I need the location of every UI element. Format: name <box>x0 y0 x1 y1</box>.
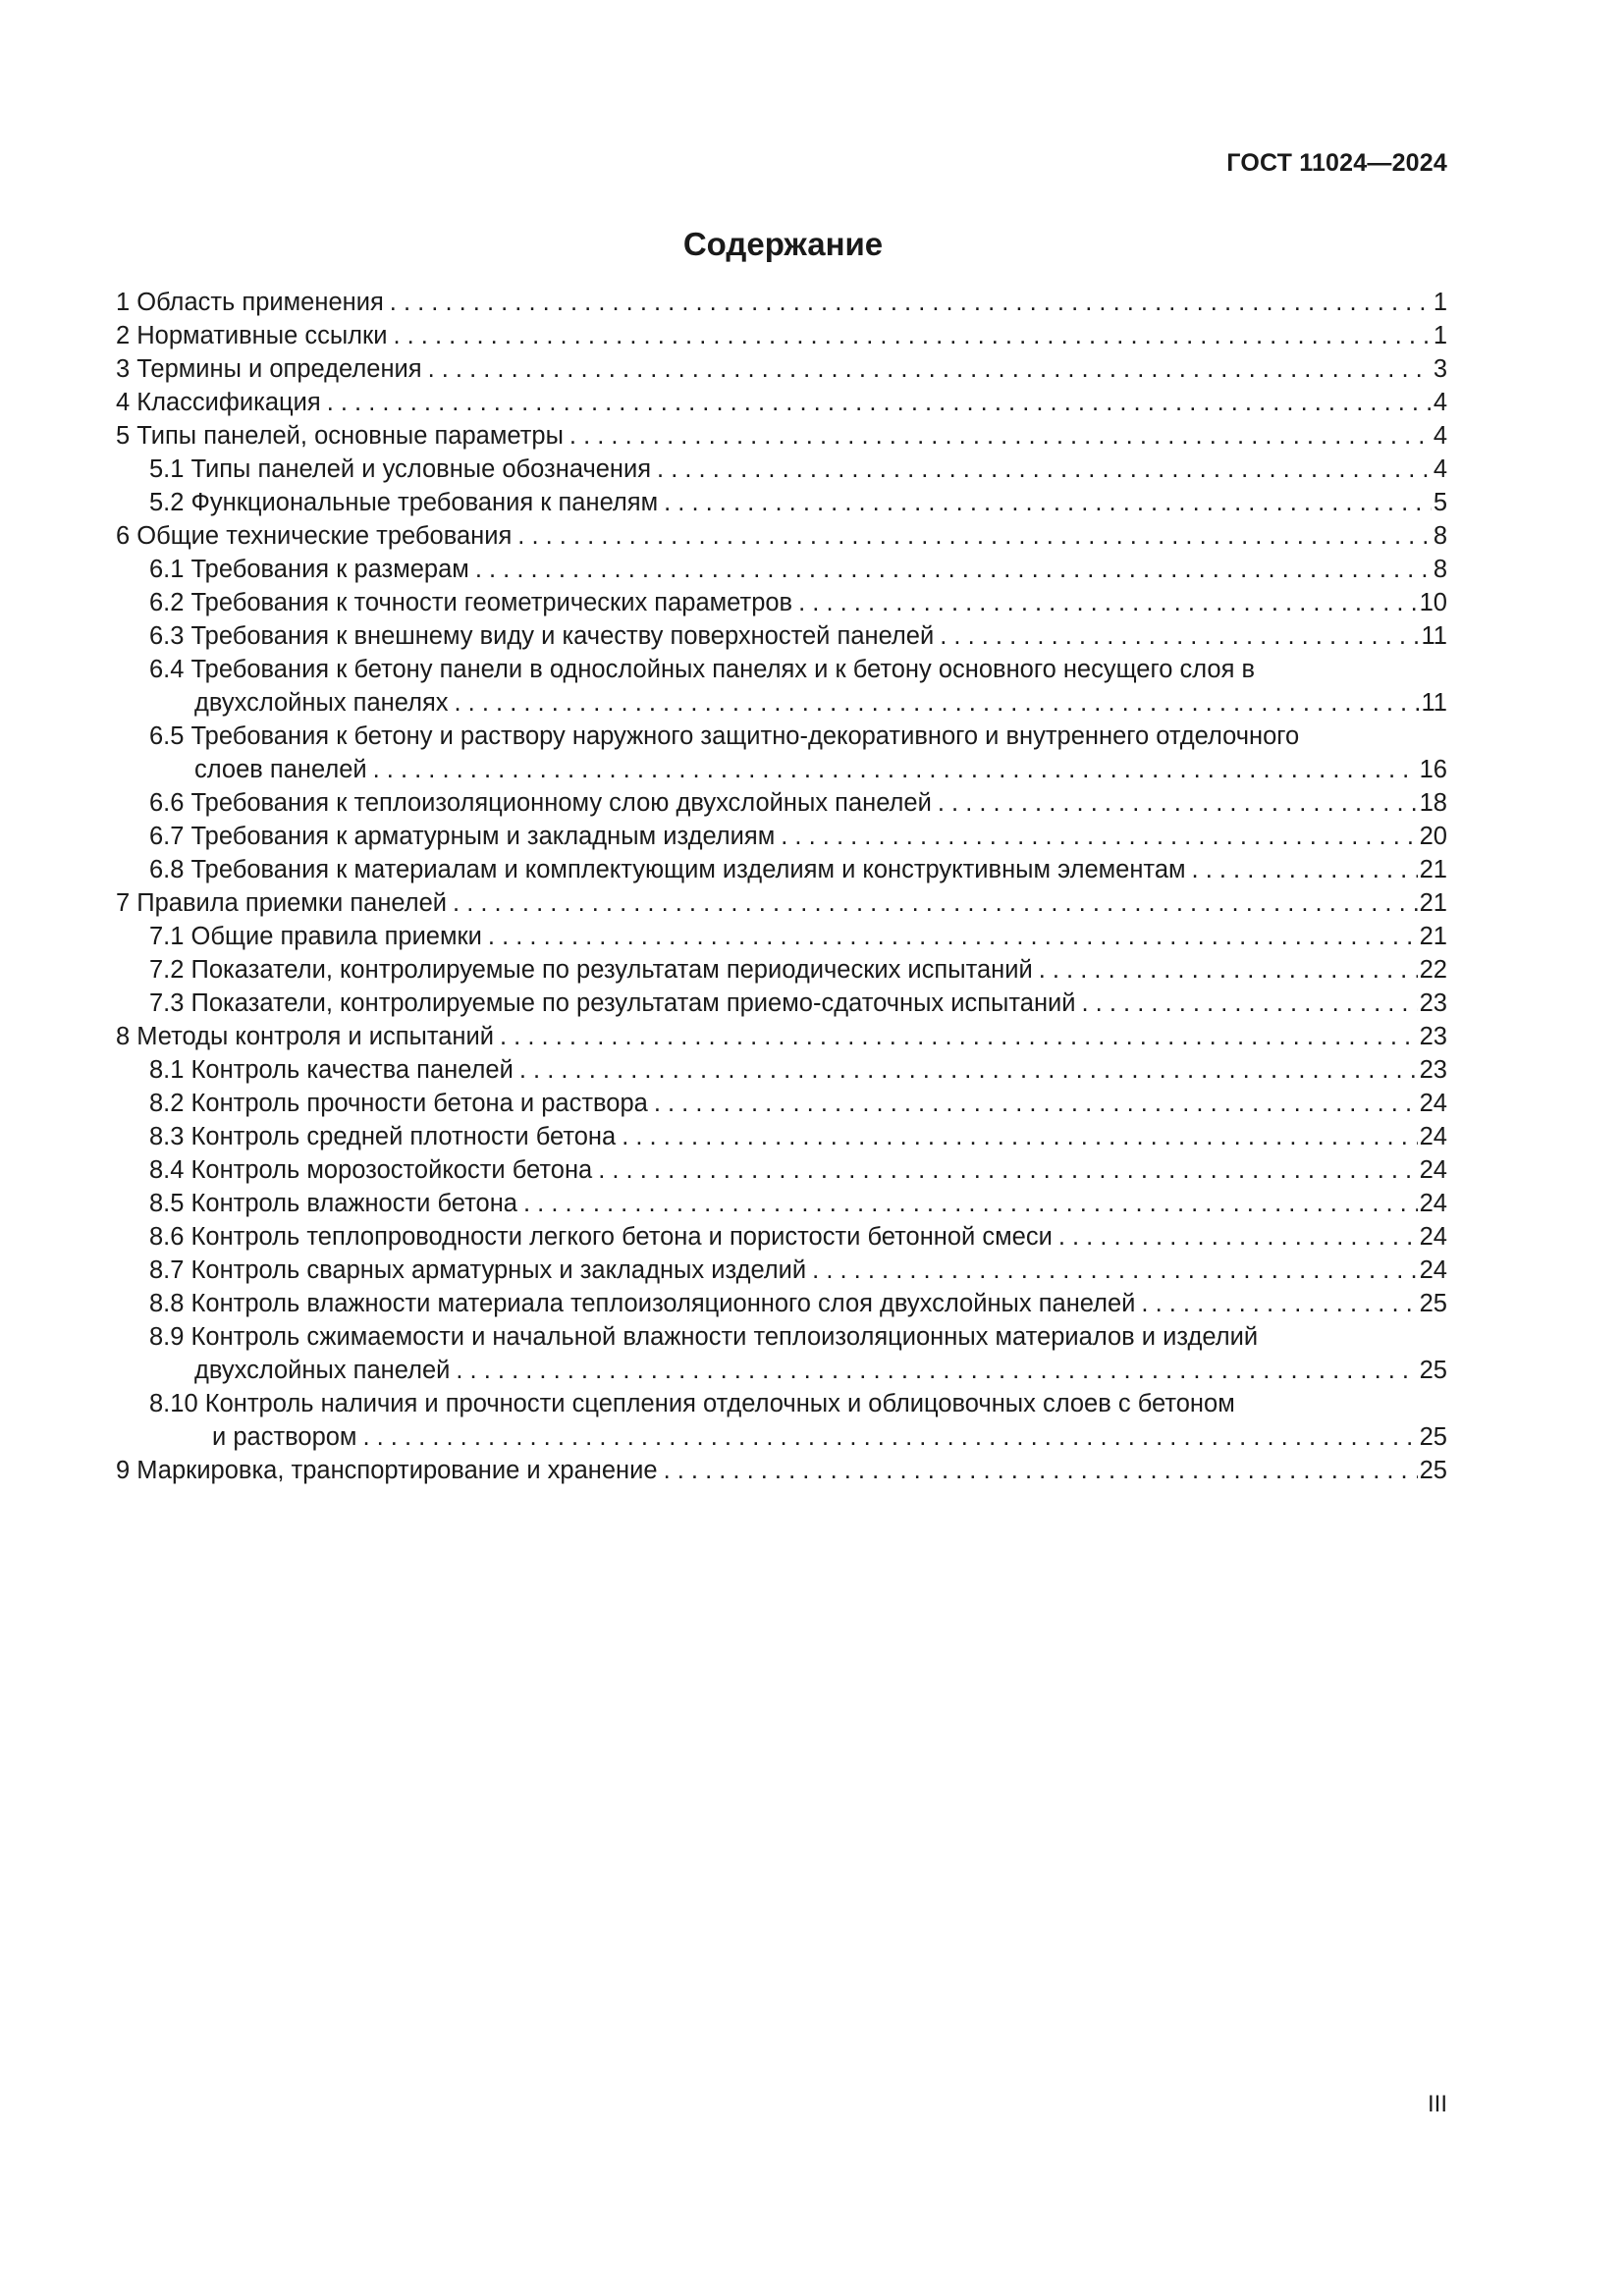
toc-entry[interactable] <box>116 1053 1447 1087</box>
toc-entry[interactable] <box>116 386 1447 419</box>
toc-dot-leader <box>390 286 1432 319</box>
toc-entry[interactable] <box>116 820 1447 853</box>
toc-entry-title: 8.10 Контроль наличия и прочности сцепления отделочных и облицовочных слоев с бетоном <box>149 1390 1235 1417</box>
table-of-contents <box>116 286 1447 1487</box>
toc-page-number: 24 <box>1419 1090 1447 1117</box>
toc-page-number: 8 <box>1433 556 1447 583</box>
toc-entry-title: 8.3 Контроль средней плотности бетона <box>149 1123 617 1150</box>
toc-entry-title: 6.1 Требования к размерам <box>149 556 469 583</box>
toc-page-number: 25 <box>1419 1290 1447 1317</box>
toc-entry[interactable] <box>116 352 1447 386</box>
toc-entry-title: 1 Область применения <box>116 289 384 316</box>
toc-entry[interactable] <box>116 1320 1447 1387</box>
toc-dot-leader <box>362 1420 1417 1454</box>
toc-dot-leader <box>798 586 1418 619</box>
toc-page-number: 21 <box>1419 856 1447 883</box>
toc-entry[interactable] <box>116 1454 1447 1487</box>
toc-page-number: 4 <box>1433 422 1447 450</box>
toc-page-number: 21 <box>1419 889 1447 917</box>
toc-entry-title: 7.1 Общие правила приемки <box>149 923 482 950</box>
toc-page-number: 24 <box>1419 1190 1447 1217</box>
toc-page-number: 21 <box>1419 923 1447 950</box>
toc-page-number: 24 <box>1419 1256 1447 1284</box>
toc-page-number: 10 <box>1419 589 1447 616</box>
toc-entry[interactable] <box>116 1220 1447 1254</box>
toc-page-number: 25 <box>1419 1457 1447 1484</box>
toc-entry[interactable] <box>116 720 1447 786</box>
toc-entry[interactable] <box>116 286 1447 319</box>
toc-entry-title: 8.8 Контроль влажности материала теплоизоляционного слоя двухслойных панелей <box>149 1290 1136 1317</box>
toc-entry[interactable] <box>116 853 1447 886</box>
document-id: ГОСТ 11024—2024 <box>1226 149 1447 177</box>
toc-entry-title: 8.4 Контроль морозостойкости бетона <box>149 1156 593 1184</box>
toc-entry[interactable] <box>116 1087 1447 1120</box>
toc-page-number: 1 <box>1433 289 1447 316</box>
page-number: III <box>1427 2091 1447 2117</box>
toc-page-number: 20 <box>1419 823 1447 850</box>
toc-dot-leader <box>664 486 1432 519</box>
toc-page-number: 24 <box>1419 1123 1447 1150</box>
toc-entry-title: 8 Методы контроля и испытаний <box>116 1023 495 1050</box>
toc-dot-leader <box>1082 987 1418 1020</box>
toc-dot-leader <box>781 820 1417 853</box>
toc-dot-leader <box>475 553 1432 586</box>
toc-dot-leader <box>1039 953 1418 987</box>
toc-entry[interactable] <box>116 1153 1447 1187</box>
toc-dot-leader <box>455 686 1420 720</box>
toc-dot-leader <box>327 386 1432 419</box>
toc-page-number: 23 <box>1419 1023 1447 1050</box>
toc-entry[interactable] <box>116 553 1447 586</box>
toc-entry-title: 7.3 Показатели, контролируемые по результатам приемо-сдаточных испытаний <box>149 989 1076 1017</box>
toc-dot-leader <box>569 419 1432 453</box>
toc-page-number: 24 <box>1419 1156 1447 1184</box>
toc-entry-title: 8.5 Контроль влажности бетона <box>149 1190 517 1217</box>
toc-entry-title: 6.7 Требования к арматурным и закладным изделиям <box>149 823 776 850</box>
toc-page-number: 18 <box>1419 789 1447 817</box>
toc-dot-leader <box>373 753 1418 786</box>
toc-page-number: 8 <box>1433 522 1447 550</box>
toc-entry[interactable] <box>116 786 1447 820</box>
toc-entry-title: 6.2 Требования к точности геометрических параметров <box>149 589 793 616</box>
toc-dot-leader <box>664 1454 1418 1487</box>
toc-entry-title: 8.2 Контроль прочности бетона и раствора <box>149 1090 648 1117</box>
toc-page-number: 24 <box>1419 1223 1447 1251</box>
toc-entry[interactable] <box>116 519 1447 553</box>
toc-entry-title: двухслойных панелей <box>194 1357 451 1384</box>
toc-dot-leader <box>517 519 1432 553</box>
toc-page-number: 23 <box>1419 1056 1447 1084</box>
toc-dot-leader <box>453 886 1418 920</box>
toc-dot-leader <box>428 352 1432 386</box>
toc-entry-title: 2 Нормативные ссылки <box>116 322 388 349</box>
toc-entry[interactable] <box>116 619 1447 653</box>
toc-entry-title: двухслойных панелях <box>194 689 449 717</box>
toc-entry-title: и раствором <box>212 1423 357 1451</box>
toc-dot-leader <box>488 920 1418 953</box>
toc-entry[interactable] <box>116 653 1447 720</box>
toc-entry-title: 5.1 Типы панелей и условные обозначения <box>149 455 652 483</box>
toc-page-number: 5 <box>1433 489 1447 516</box>
toc-page-number: 25 <box>1419 1357 1447 1384</box>
toc-entry-title: 8.9 Контроль сжимаемости и начальной влажности теплоизоляционных материалов и изделий <box>149 1323 1259 1351</box>
toc-dot-leader <box>523 1187 1418 1220</box>
toc-entry[interactable] <box>116 1020 1447 1053</box>
toc-entry[interactable] <box>116 987 1447 1020</box>
toc-entry[interactable] <box>116 1120 1447 1153</box>
toc-dot-leader <box>500 1020 1418 1053</box>
toc-page-number: 11 <box>1421 622 1447 650</box>
toc-entry-title: 6 Общие технические требования <box>116 522 513 550</box>
toc-page-number: 22 <box>1419 956 1447 984</box>
toc-entry[interactable] <box>116 1187 1447 1220</box>
toc-entry-title: 6.5 Требования к бетону и раствору наружного защитно-декоративного и внутреннего отделочного <box>149 722 1300 750</box>
toc-entry[interactable] <box>116 486 1447 519</box>
toc-entry[interactable] <box>116 1254 1447 1287</box>
toc-entry[interactable] <box>116 1387 1447 1454</box>
toc-entry-title: 9 Маркировка, транспортирование и хранение <box>116 1457 658 1484</box>
toc-dot-leader <box>456 1354 1417 1387</box>
toc-entry[interactable] <box>116 453 1447 486</box>
toc-dot-leader <box>1058 1220 1418 1254</box>
toc-entry-title: 3 Термины и определения <box>116 355 422 383</box>
toc-dot-leader <box>654 1087 1418 1120</box>
toc-entry-title: 8.1 Контроль качества панелей <box>149 1056 514 1084</box>
toc-page-number: 4 <box>1433 389 1447 416</box>
toc-dot-leader <box>940 619 1419 653</box>
toc-entry[interactable] <box>116 319 1447 352</box>
toc-page-number: 16 <box>1419 756 1447 783</box>
toc-page-number: 11 <box>1421 689 1447 717</box>
toc-entry-title: слоев панелей <box>194 756 367 783</box>
toc-entry[interactable] <box>116 953 1447 987</box>
toc-entry-title: 6.8 Требования к материалам и комплектующим изделиям и конструктивным элементам <box>149 856 1186 883</box>
toc-dot-leader <box>812 1254 1417 1287</box>
toc-entry-title: 7 Правила приемки панелей <box>116 889 448 917</box>
toc-entry-title: 7.2 Показатели, контролируемые по результатам периодических испытаний <box>149 956 1033 984</box>
toc-dot-leader <box>1141 1287 1417 1320</box>
toc-entry-title: 8.6 Контроль теплопроводности легкого бетона и пористости бетонной смеси <box>149 1223 1053 1251</box>
toc-page-number: 1 <box>1433 322 1447 349</box>
toc-title: Содержание <box>682 226 884 262</box>
toc-dot-leader <box>938 786 1418 820</box>
toc-dot-leader <box>1192 853 1418 886</box>
toc-entry-title: 4 Классификация <box>116 389 321 416</box>
toc-entry-title: 6.6 Требования к теплоизоляционному слою двухслойных панелей <box>149 789 932 817</box>
toc-dot-leader <box>622 1120 1417 1153</box>
toc-entry[interactable] <box>116 1287 1447 1320</box>
toc-dot-leader <box>393 319 1431 352</box>
toc-page-number: 4 <box>1433 455 1447 483</box>
toc-entry-title: 5.2 Функциональные требования к панелям <box>149 489 659 516</box>
toc-page-number: 25 <box>1419 1423 1447 1451</box>
toc-entry[interactable] <box>116 920 1447 953</box>
toc-entry[interactable] <box>116 586 1447 619</box>
toc-entry[interactable] <box>116 886 1447 920</box>
toc-entry[interactable] <box>116 419 1447 453</box>
toc-dot-leader <box>519 1053 1418 1087</box>
toc-page-number: 3 <box>1433 355 1447 383</box>
toc-page-number: 23 <box>1419 989 1447 1017</box>
toc-entry-title: 6.3 Требования к внешнему виду и качеству поверхностей панелей <box>149 622 935 650</box>
toc-entry-title: 5 Типы панелей, основные параметры <box>116 422 564 450</box>
toc-dot-leader <box>598 1153 1417 1187</box>
toc-entry-title: 6.4 Требования к бетону панели в однослойных панелях и к бетону основного несущего слоя в <box>149 656 1256 683</box>
toc-dot-leader <box>657 453 1432 486</box>
toc-entry-title: 8.7 Контроль сварных арматурных и закладных изделий <box>149 1256 807 1284</box>
